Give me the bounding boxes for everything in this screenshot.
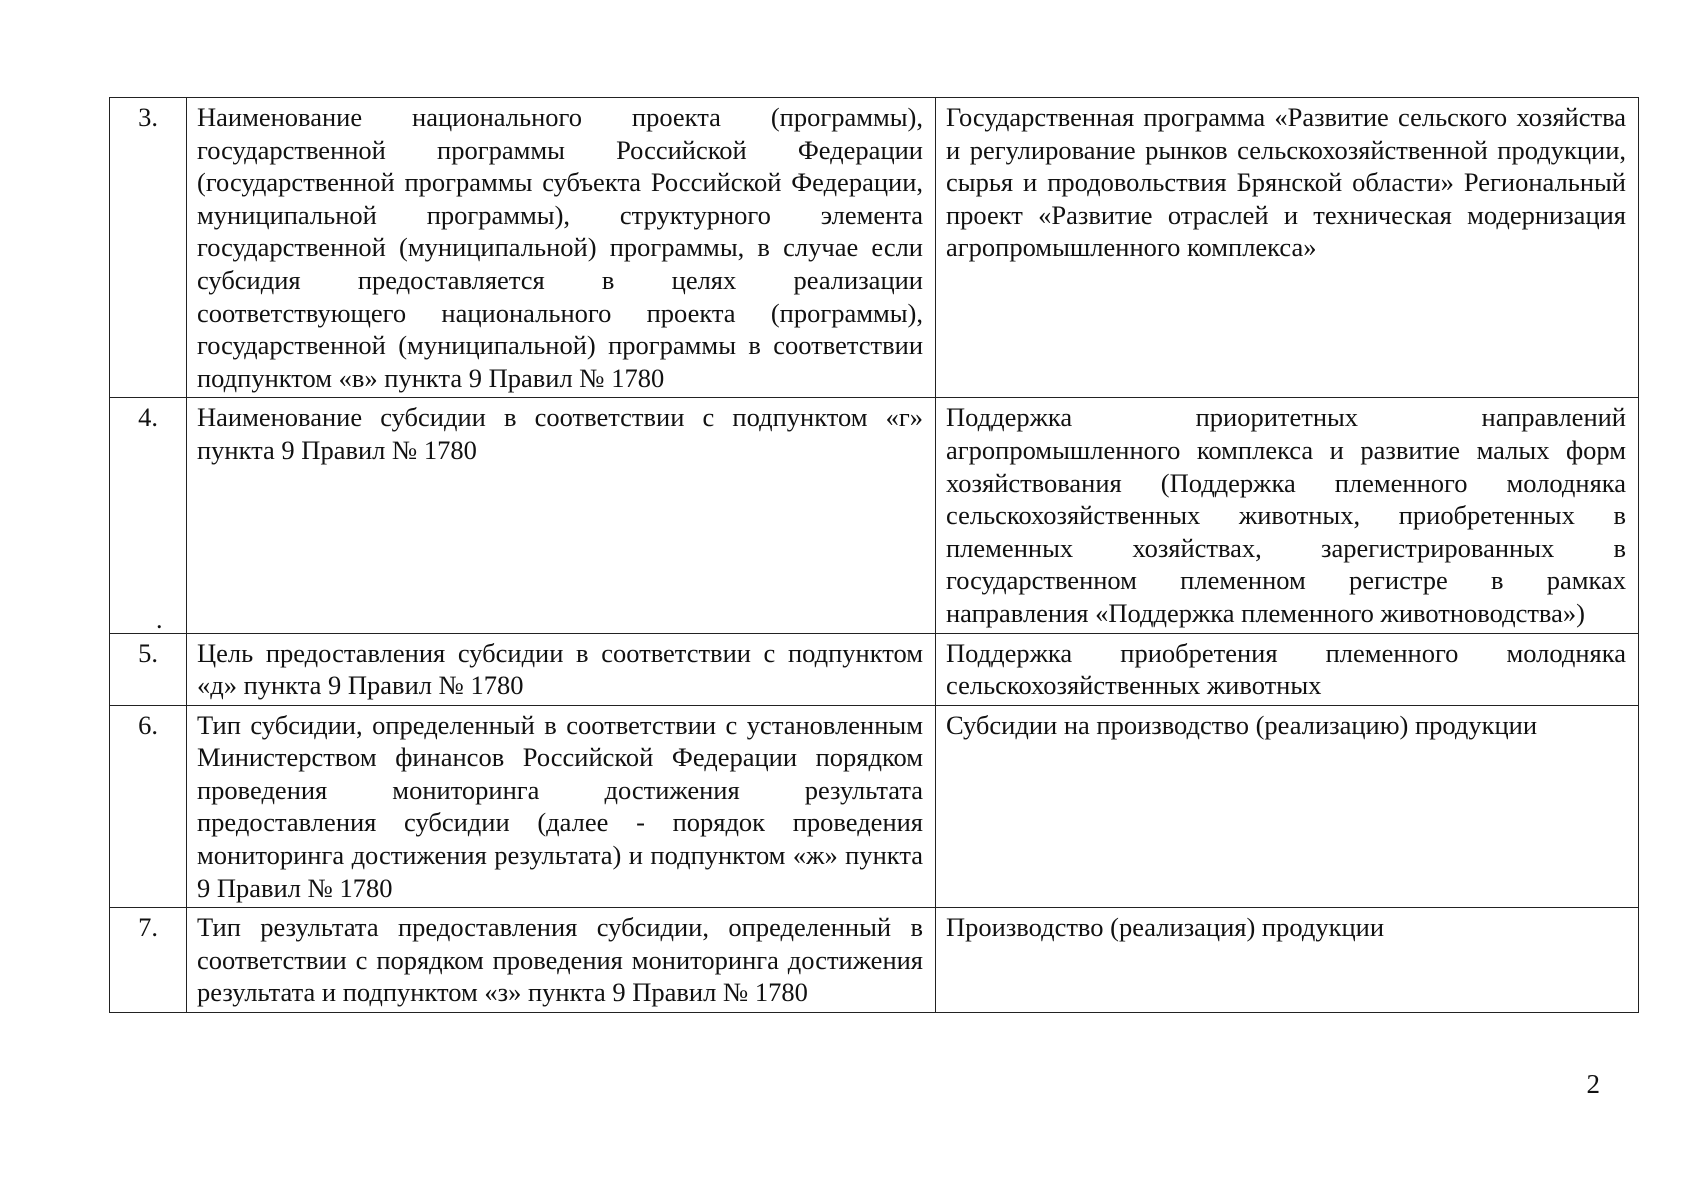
- row-number: 7.: [110, 908, 187, 1013]
- row-number-cell: [110, 398, 187, 633]
- row-number: 6.: [110, 705, 187, 908]
- row-value: Субсидии на производство (реализацию) продукции: [936, 705, 1639, 908]
- row-number: 3.: [110, 98, 187, 398]
- table-row: [110, 908, 1639, 1013]
- table-row: [110, 98, 1639, 398]
- row-value: Производство (реализация) продукции: [936, 908, 1639, 1013]
- row-label: Тип субсидии, определенный в соответствии с установленным Министерством финансов Российской Федерации порядком проведения мониторинга достижения результата предоставления субсидии (далее - порядок проведения мониторинга достижения результата) и подпунктом «ж» пункта 9 Правил № 1780: [187, 705, 936, 908]
- row-label: Цель предоставления субсидии в соответствии с подпунктом «д» пункта 9 Правил № 1780: [187, 633, 936, 705]
- document-table: [109, 97, 1639, 1013]
- row-value: Поддержка приоритетных направлений агропромышленного комплекса и развитие малых форм хозяйствования (Поддержка племенного молодняка сельскохозяйственных животных, приобретенных в племенных хозяйствах, зарегистрированных в государственном племенном регистре в рамках направления «Поддержка племенного животноводства»): [936, 398, 1639, 633]
- row-number: 4.: [138, 402, 158, 433]
- stray-mark: .: [156, 604, 163, 634]
- row-label: Наименование субсидии в соответствии с подпунктом «г» пункта 9 Правил № 1780: [187, 398, 936, 633]
- table-row: [110, 705, 1639, 908]
- row-value: Государственная программа «Развитие сельского хозяйства и регулирование рынков сельскохозяйственной продукции, сырья и продовольствия Брянской области» Региональный проект «Развитие отраслей и техническая модернизация агропромышленного комплекса»: [936, 98, 1639, 398]
- table-row: [110, 398, 1639, 633]
- page-number: 2: [1586, 1069, 1600, 1099]
- row-value: Поддержка приобретения племенного молодняка сельскохозяйственных животных: [936, 633, 1639, 705]
- row-label: Тип результата предоставления субсидии, определенный в соответствии с порядком проведения мониторинга достижения результата и подпунктом «з» пункта 9 Правил № 1780: [187, 908, 936, 1013]
- table-row: [110, 633, 1639, 705]
- row-label: Наименование национального проекта (программы), государственной программы Российской Федерации (государственной программы субъекта Российской Федерации, муниципальной программы), структурного элемента государственной (муниципальной) программы, в случае если субсидия предоставляется в целях реализации соответствующего национального проекта (программы), государственной (муниципальной) программы в соответствии подпунктом «в» пункта 9 Правил № 1780: [187, 98, 936, 398]
- row-number: 5.: [110, 633, 187, 705]
